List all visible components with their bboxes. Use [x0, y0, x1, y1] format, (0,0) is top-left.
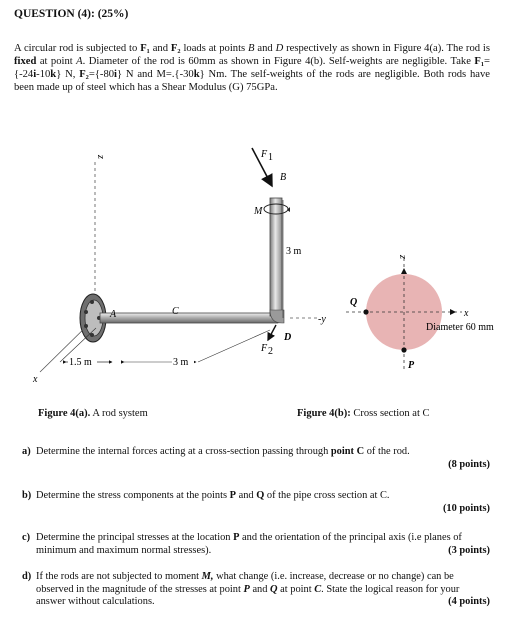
axis-z-b: z [397, 255, 408, 259]
label-point-q: Q [350, 297, 358, 308]
svg-text:F: F [261, 149, 268, 160]
question-a: a) Determine the internal forces acting at a cross-section passing through point C of the rod. (8 points) [22, 446, 490, 470]
dimension-3m-horizontal [124, 330, 270, 368]
svg-text:x: x [33, 374, 38, 385]
label-point-b: B [280, 172, 287, 183]
diameter-label: Diameter 60 mm [426, 322, 494, 333]
svg-text:3 m: 3 m [286, 246, 302, 257]
force-f1-arrow [252, 148, 273, 186]
question-title: QUESTION (4): (25%) [14, 8, 129, 20]
caption-figure-4b: Figure 4(b): Cross section at C [297, 408, 430, 419]
svg-text:z: z [95, 155, 106, 159]
vertical-rod [270, 198, 284, 323]
question-d: d) If the rods are not subjected to moment M, what change (i.e. increase, decrease or no change) can be observed in the magnitude of the stresses at point P and Q at point C. State the logical reason for your answer without calculations. (4 points) [22, 571, 490, 607]
label-point-a: A [110, 309, 117, 320]
svg-text:2: 2 [268, 346, 273, 357]
svg-text:M: M [254, 206, 263, 217]
svg-text:F: F [261, 343, 268, 354]
svg-text:3 m: 3 m [173, 357, 189, 368]
figure-diagrams [0, 130, 505, 400]
problem-statement: A circular rod is subjected to F₁ and F₂ loads at points B and D respectively as shown in Figure 4(a). The rod is fixed at point A. Diameter of the rod is 60mm as shown in Figure 4(b). Self-weights are negligible. Take F₁={-24i-10k} N, F₂={-80i} N and M=.{-30k} Nm. The self-weights of the rods are negligible. Both rods have been made up of steel which has a Shear Modulus (G) 75GPa. [14, 43, 490, 93]
svg-text:-y: -y [318, 314, 326, 325]
label-point-p: P [408, 360, 415, 371]
svg-text:1.5 m: 1.5 m [69, 357, 92, 368]
axis-z-a [95, 154, 106, 312]
caption-figure-4a: Figure 4(a). A rod system [38, 408, 148, 419]
cross-section-circle [346, 258, 462, 372]
axis-x-b: x [464, 308, 469, 319]
force-f2-arrow [260, 325, 276, 357]
label-point-d: D [284, 332, 292, 343]
horizontal-rod [100, 313, 278, 323]
question-c: c) Determine the principal stresses at the location P and the orientation of the principal axis (i.e planes of minimum and maximum normal stresses). (3 points) [22, 532, 490, 556]
dimension-vertical-3m [283, 200, 306, 318]
svg-text:1: 1 [268, 152, 273, 163]
axis-y-a [290, 314, 326, 325]
question-b: b) Determine the stress components at the points P and Q of the pipe cross section at C. (10 points) [22, 490, 490, 514]
label-point-c: C [172, 306, 179, 317]
